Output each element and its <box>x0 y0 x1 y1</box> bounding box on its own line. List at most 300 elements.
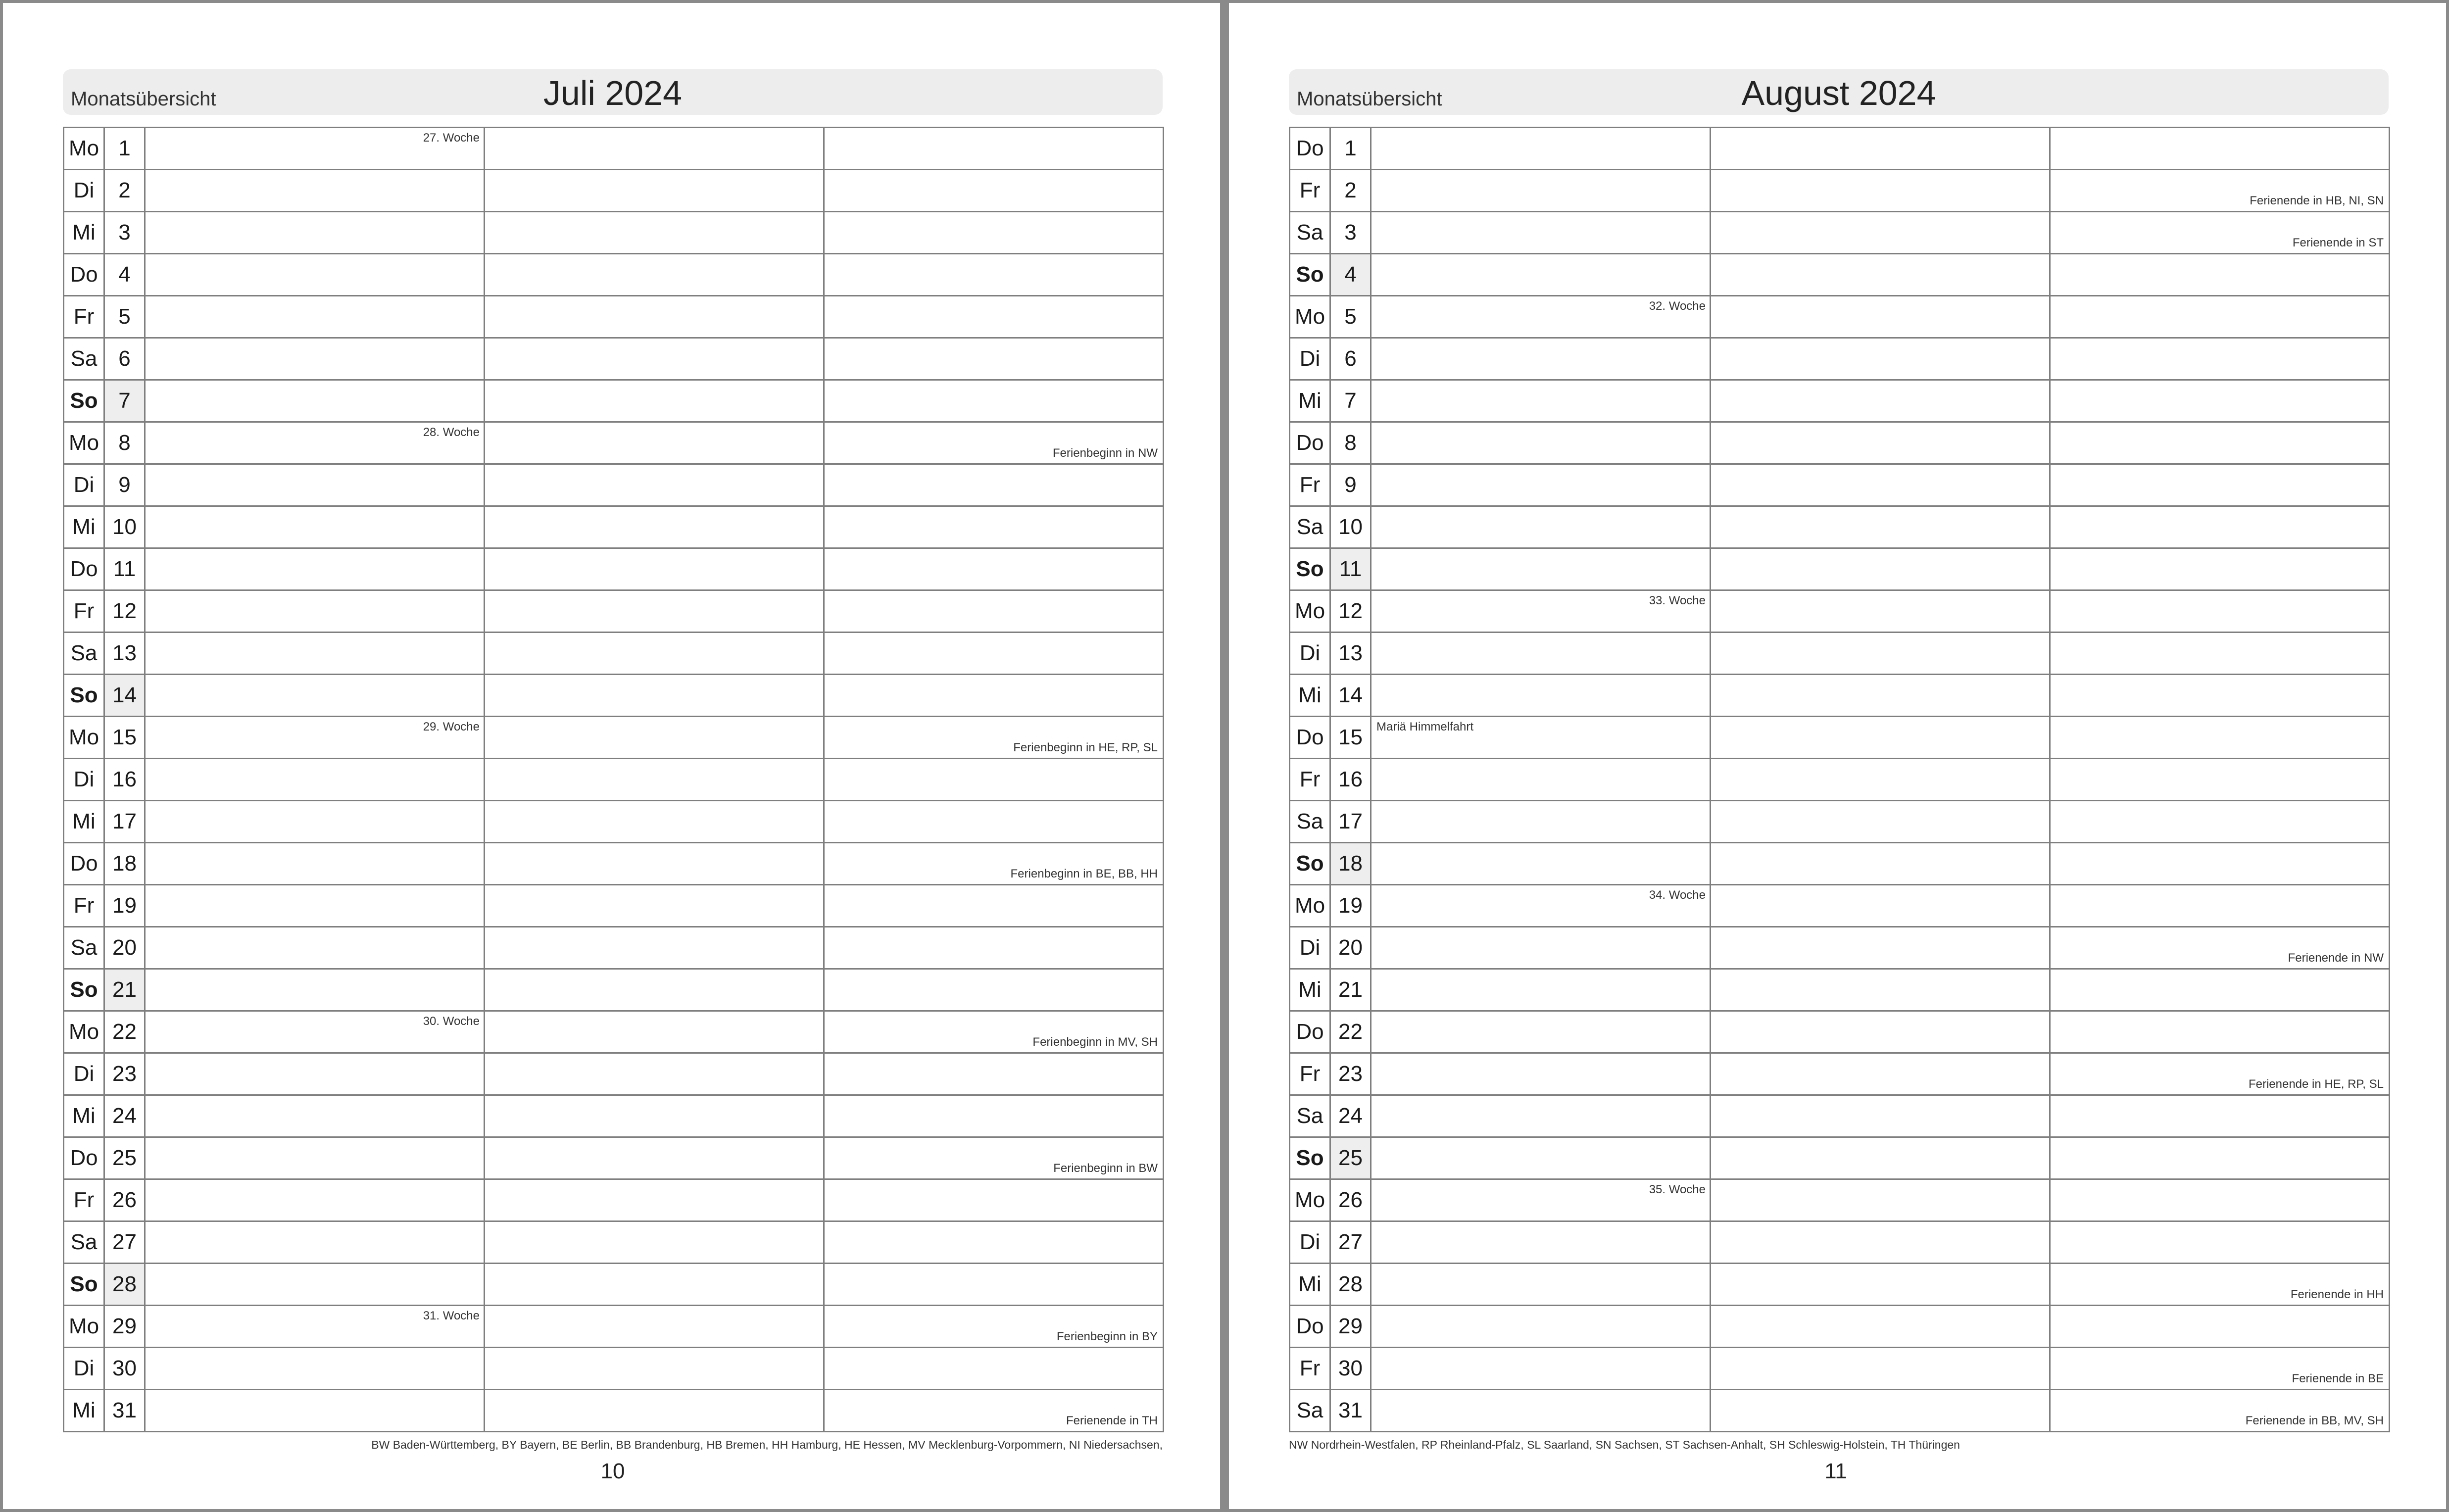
weekday-cell: Mo <box>64 1011 104 1053</box>
page-number: 11 <box>1824 1459 1847 1483</box>
weekday-cell: Di <box>1290 927 1330 969</box>
day-row <box>64 885 1164 927</box>
weekday-cell: Do <box>1290 422 1330 464</box>
day-row <box>64 1264 1164 1306</box>
weekday-cell: Do <box>64 548 104 590</box>
weekday-cell: So <box>64 380 104 422</box>
day-row <box>1290 212 2390 254</box>
note-cell[interactable] <box>2050 338 2390 380</box>
note-cell[interactable] <box>2050 885 2390 927</box>
note-cell[interactable] <box>1711 506 2050 548</box>
note-cell[interactable] <box>824 506 1164 548</box>
day-row <box>1290 885 2390 927</box>
school-holiday-label: Ferienende in HE, RP, SL <box>2248 1077 2384 1091</box>
note-cell[interactable] <box>824 1011 1164 1053</box>
day-number-cell: 12 <box>104 590 145 633</box>
weekday-cell: So <box>1290 843 1330 885</box>
day-number-cell: 8 <box>104 422 145 464</box>
note-cell[interactable] <box>824 801 1164 843</box>
note-cell[interactable] <box>2050 590 2390 633</box>
note-cell[interactable] <box>2050 843 2390 885</box>
note-cell[interactable] <box>145 254 485 296</box>
note-cell[interactable] <box>824 254 1164 296</box>
day-number-cell: 22 <box>1330 1011 1371 1053</box>
note-cell[interactable] <box>2050 1390 2390 1432</box>
note-cell[interactable] <box>485 675 824 717</box>
note-cell[interactable] <box>1711 717 2050 759</box>
weekday-cell: Mo <box>1290 1179 1330 1221</box>
note-cell[interactable] <box>2050 1053 2390 1095</box>
note-cell[interactable] <box>1711 296 2050 338</box>
weekday-cell: So <box>1290 254 1330 296</box>
note-cell[interactable] <box>1371 1348 1711 1390</box>
note-cell[interactable] <box>145 1306 485 1348</box>
weekday-cell: Do <box>1290 1011 1330 1053</box>
note-cell[interactable] <box>485 1053 824 1095</box>
note-cell[interactable] <box>1711 1053 2050 1095</box>
note-cell[interactable] <box>1711 1095 2050 1137</box>
note-cell[interactable] <box>824 1221 1164 1264</box>
weekday-cell: Fr <box>64 296 104 338</box>
weekday-cell: Mo <box>1290 590 1330 633</box>
note-cell[interactable] <box>824 969 1164 1011</box>
note-cell[interactable] <box>1711 1179 2050 1221</box>
note-cell[interactable] <box>2050 633 2390 675</box>
day-row <box>1290 464 2390 506</box>
note-cell[interactable] <box>2050 717 2390 759</box>
day-number-cell: 20 <box>1330 927 1371 969</box>
note-cell[interactable] <box>485 380 824 422</box>
note-cell[interactable] <box>1371 1011 1711 1053</box>
note-cell[interactable] <box>145 590 485 633</box>
day-number-cell: 23 <box>1330 1053 1371 1095</box>
month-header <box>1289 69 2389 115</box>
note-cell[interactable] <box>145 380 485 422</box>
note-cell[interactable] <box>1371 1095 1711 1137</box>
note-cell[interactable] <box>485 633 824 675</box>
note-cell[interactable] <box>145 422 485 464</box>
day-number-cell: 10 <box>1330 506 1371 548</box>
note-cell[interactable] <box>1711 1306 2050 1348</box>
note-cell[interactable] <box>1371 464 1711 506</box>
note-cell[interactable] <box>1371 801 1711 843</box>
note-cell[interactable] <box>824 843 1164 885</box>
day-number-cell: 6 <box>1330 338 1371 380</box>
note-cell[interactable] <box>824 212 1164 254</box>
note-cell[interactable] <box>824 590 1164 633</box>
note-cell[interactable] <box>485 1137 824 1179</box>
note-cell[interactable] <box>1711 633 2050 675</box>
note-cell[interactable] <box>485 1095 824 1137</box>
note-cell[interactable] <box>2050 1179 2390 1221</box>
weekday-cell: Sa <box>64 633 104 675</box>
weekday-cell: Mi <box>64 1390 104 1432</box>
note-cell[interactable] <box>485 1221 824 1264</box>
note-cell[interactable] <box>2050 380 2390 422</box>
note-cell[interactable] <box>2050 1095 2390 1137</box>
note-cell[interactable] <box>1371 1137 1711 1179</box>
note-cell[interactable] <box>824 464 1164 506</box>
school-holiday-label: Ferienbeginn in HE, RP, SL <box>1013 741 1158 754</box>
note-cell[interactable] <box>824 759 1164 801</box>
note-cell[interactable] <box>824 1137 1164 1179</box>
note-cell[interactable] <box>2050 1221 2390 1264</box>
day-row <box>1290 675 2390 717</box>
weekday-cell: Do <box>64 843 104 885</box>
weekday-cell: Mi <box>64 801 104 843</box>
note-cell[interactable] <box>1371 1221 1711 1264</box>
day-number-cell: 3 <box>1330 212 1371 254</box>
weekday-cell: Di <box>1290 338 1330 380</box>
note-cell[interactable] <box>485 1390 824 1432</box>
weekday-cell: Fr <box>64 1179 104 1221</box>
weekday-cell: Sa <box>64 927 104 969</box>
day-number-cell: 24 <box>1330 1095 1371 1137</box>
note-cell[interactable] <box>145 1011 485 1053</box>
note-cell[interactable] <box>1371 590 1711 633</box>
note-cell[interactable] <box>2050 296 2390 338</box>
note-cell[interactable] <box>145 1348 485 1390</box>
day-number-cell: 13 <box>1330 633 1371 675</box>
day-row <box>1290 801 2390 843</box>
note-cell[interactable] <box>824 927 1164 969</box>
weekday-cell: Mi <box>1290 380 1330 422</box>
note-cell[interactable] <box>1371 633 1711 675</box>
note-cell[interactable] <box>1371 1179 1711 1221</box>
note-cell[interactable] <box>1711 380 2050 422</box>
weekday-cell: Di <box>1290 1221 1330 1264</box>
note-cell[interactable] <box>485 759 824 801</box>
note-cell[interactable] <box>1711 338 2050 380</box>
note-cell[interactable] <box>2050 1264 2390 1306</box>
note-cell[interactable] <box>2050 548 2390 590</box>
note-cell[interactable] <box>2050 212 2390 254</box>
note-cell[interactable] <box>1371 254 1711 296</box>
weekday-cell: Sa <box>1290 1390 1330 1432</box>
note-cell[interactable] <box>2050 675 2390 717</box>
note-cell[interactable] <box>2050 254 2390 296</box>
note-cell[interactable] <box>485 927 824 969</box>
note-cell[interactable] <box>1371 717 1711 759</box>
month-title: Juli 2024 <box>543 74 683 112</box>
note-cell[interactable] <box>145 338 485 380</box>
note-cell[interactable] <box>2050 170 2390 212</box>
day-number-cell: 7 <box>1330 380 1371 422</box>
month-grid-body <box>1290 128 2390 1432</box>
day-row <box>1290 1053 2390 1095</box>
day-row <box>1290 590 2390 633</box>
note-cell[interactable] <box>2050 464 2390 506</box>
day-row <box>64 1221 1164 1264</box>
day-row <box>1290 1137 2390 1179</box>
day-row <box>1290 1179 2390 1221</box>
note-cell[interactable] <box>1711 1011 2050 1053</box>
note-cell[interactable] <box>2050 506 2390 548</box>
note-cell[interactable] <box>145 885 485 927</box>
day-row <box>64 801 1164 843</box>
day-number-cell: 10 <box>104 506 145 548</box>
note-cell[interactable] <box>485 717 824 759</box>
day-row <box>64 843 1164 885</box>
day-number-cell: 12 <box>1330 590 1371 633</box>
note-cell[interactable] <box>1371 506 1711 548</box>
note-cell[interactable] <box>2050 969 2390 1011</box>
note-cell[interactable] <box>145 128 485 170</box>
weekday-cell: Do <box>64 1137 104 1179</box>
weekday-cell: Mo <box>1290 885 1330 927</box>
week-number-label: 32. Woche <box>1649 299 1706 313</box>
note-cell[interactable] <box>824 717 1164 759</box>
day-row <box>64 1053 1164 1095</box>
note-cell[interactable] <box>1711 254 2050 296</box>
note-cell[interactable] <box>2050 422 2390 464</box>
note-cell[interactable] <box>1371 885 1711 927</box>
weekday-cell: Sa <box>64 338 104 380</box>
day-row <box>1290 759 2390 801</box>
note-cell[interactable] <box>1711 843 2050 885</box>
note-cell[interactable] <box>485 464 824 506</box>
note-cell[interactable] <box>1711 422 2050 464</box>
day-number-cell: 17 <box>104 801 145 843</box>
note-cell[interactable] <box>1711 927 2050 969</box>
note-cell[interactable] <box>145 675 485 717</box>
day-row <box>1290 1306 2390 1348</box>
note-cell[interactable] <box>485 1348 824 1390</box>
note-cell[interactable] <box>485 128 824 170</box>
note-cell[interactable] <box>824 548 1164 590</box>
note-cell[interactable] <box>2050 128 2390 170</box>
note-cell[interactable] <box>1711 1348 2050 1390</box>
note-cell[interactable] <box>485 969 824 1011</box>
weekday-cell: So <box>1290 548 1330 590</box>
note-cell[interactable] <box>1371 1390 1711 1432</box>
note-cell[interactable] <box>145 969 485 1011</box>
note-cell[interactable] <box>1371 548 1711 590</box>
day-row <box>1290 170 2390 212</box>
day-number-cell: 9 <box>1330 464 1371 506</box>
note-cell[interactable] <box>1371 1053 1711 1095</box>
school-holiday-label: Ferienende in ST <box>2292 236 2384 249</box>
note-cell[interactable] <box>1371 843 1711 885</box>
note-cell[interactable] <box>145 1053 485 1095</box>
note-cell[interactable] <box>1711 675 2050 717</box>
weekday-cell: Sa <box>1290 506 1330 548</box>
note-cell[interactable] <box>485 1179 824 1221</box>
note-cell[interactable] <box>485 590 824 633</box>
note-cell[interactable] <box>145 548 485 590</box>
note-cell[interactable] <box>824 633 1164 675</box>
note-cell[interactable] <box>1711 801 2050 843</box>
note-cell[interactable] <box>1371 422 1711 464</box>
note-cell[interactable] <box>824 422 1164 464</box>
note-cell[interactable] <box>1371 1306 1711 1348</box>
day-row <box>1290 1221 2390 1264</box>
note-cell[interactable] <box>2050 1306 2390 1348</box>
note-cell[interactable] <box>1371 338 1711 380</box>
day-row <box>64 927 1164 969</box>
note-cell[interactable] <box>1711 1221 2050 1264</box>
note-cell[interactable] <box>485 885 824 927</box>
note-cell[interactable] <box>145 1179 485 1221</box>
note-cell[interactable] <box>145 759 485 801</box>
weekday-cell: Mi <box>1290 1264 1330 1306</box>
note-cell[interactable] <box>1711 590 2050 633</box>
day-row <box>64 212 1164 254</box>
note-cell[interactable] <box>1711 128 2050 170</box>
day-row <box>64 338 1164 380</box>
note-cell[interactable] <box>145 296 485 338</box>
note-cell[interactable] <box>1371 675 1711 717</box>
note-cell[interactable] <box>1711 170 2050 212</box>
day-number-cell: 22 <box>104 1011 145 1053</box>
note-cell[interactable] <box>485 506 824 548</box>
note-cell[interactable] <box>824 380 1164 422</box>
weekday-cell: Fr <box>64 590 104 633</box>
weekday-cell: Do <box>1290 1306 1330 1348</box>
day-number-cell: 16 <box>1330 759 1371 801</box>
day-number-cell: 7 <box>104 380 145 422</box>
note-cell[interactable] <box>824 1179 1164 1221</box>
day-number-cell: 18 <box>1330 843 1371 885</box>
note-cell[interactable] <box>1371 969 1711 1011</box>
day-number-cell: 15 <box>104 717 145 759</box>
day-row <box>1290 843 2390 885</box>
note-cell[interactable] <box>824 1348 1164 1390</box>
school-holiday-label: Ferienbeginn in NW <box>1052 446 1158 460</box>
weekday-cell: So <box>64 1264 104 1306</box>
note-cell[interactable] <box>1711 464 2050 506</box>
day-number-cell: 8 <box>1330 422 1371 464</box>
note-cell[interactable] <box>485 170 824 212</box>
weekday-cell: Mo <box>64 128 104 170</box>
note-cell[interactable] <box>824 1390 1164 1432</box>
state-legend: NW Nordrhein-Westfalen, RP Rheinland-Pfalz, SL Saarland, SN Sachsen, ST Sachsen-Anhalt, SH Schleswig-Holstein, TH Thüringen <box>1289 1438 1960 1451</box>
note-cell[interactable] <box>145 212 485 254</box>
note-cell[interactable] <box>1711 212 2050 254</box>
note-cell[interactable] <box>824 170 1164 212</box>
note-cell[interactable] <box>2050 801 2390 843</box>
note-cell[interactable] <box>824 1264 1164 1306</box>
note-cell[interactable] <box>485 843 824 885</box>
note-cell[interactable] <box>2050 1011 2390 1053</box>
day-row <box>64 1348 1164 1390</box>
weekday-cell: Mo <box>64 1306 104 1348</box>
note-cell[interactable] <box>145 633 485 675</box>
day-row <box>64 1011 1164 1053</box>
note-cell[interactable] <box>824 1053 1164 1095</box>
day-row <box>1290 1011 2390 1053</box>
note-cell[interactable] <box>145 717 485 759</box>
note-cell[interactable] <box>824 885 1164 927</box>
day-number-cell: 6 <box>104 338 145 380</box>
note-cell[interactable] <box>824 338 1164 380</box>
note-cell[interactable] <box>1371 128 1711 170</box>
note-cell[interactable] <box>145 506 485 548</box>
weekday-cell: Fr <box>1290 1053 1330 1095</box>
note-cell[interactable] <box>485 338 824 380</box>
day-row <box>64 296 1164 338</box>
note-cell[interactable] <box>1711 1390 2050 1432</box>
note-cell[interactable] <box>824 296 1164 338</box>
note-cell[interactable] <box>1371 212 1711 254</box>
day-row <box>1290 1348 2390 1390</box>
note-cell[interactable] <box>1711 1264 2050 1306</box>
week-number-label: 28. Woche <box>423 426 480 439</box>
day-number-cell: 25 <box>104 1137 145 1179</box>
calendar-page-august <box>1229 3 2446 1509</box>
note-cell[interactable] <box>1711 969 2050 1011</box>
note-cell[interactable] <box>1371 380 1711 422</box>
week-number-label: 31. Woche <box>423 1309 480 1322</box>
weekday-cell: Fr <box>1290 464 1330 506</box>
weekday-cell: Do <box>1290 717 1330 759</box>
weekday-cell: Mi <box>1290 675 1330 717</box>
school-holiday-label: Ferienende in HH <box>2290 1288 2384 1301</box>
day-row <box>1290 380 2390 422</box>
note-cell[interactable] <box>485 1306 824 1348</box>
day-number-cell: 25 <box>1330 1137 1371 1179</box>
note-cell[interactable] <box>824 675 1164 717</box>
page-number: 10 <box>600 1459 625 1483</box>
note-cell[interactable] <box>1711 759 2050 801</box>
note-cell[interactable] <box>145 1221 485 1264</box>
note-cell[interactable] <box>485 422 824 464</box>
day-number-cell: 26 <box>1330 1179 1371 1221</box>
note-cell[interactable] <box>2050 1348 2390 1390</box>
day-number-cell: 30 <box>104 1348 145 1390</box>
note-cell[interactable] <box>1371 1264 1711 1306</box>
note-cell[interactable] <box>824 1095 1164 1137</box>
note-cell[interactable] <box>1711 1137 2050 1179</box>
note-cell[interactable] <box>2050 1137 2390 1179</box>
note-cell[interactable] <box>1371 927 1711 969</box>
note-cell[interactable] <box>1711 548 2050 590</box>
note-cell[interactable] <box>145 1137 485 1179</box>
note-cell[interactable] <box>145 927 485 969</box>
note-cell[interactable] <box>485 254 824 296</box>
note-cell[interactable] <box>485 548 824 590</box>
note-cell[interactable] <box>145 170 485 212</box>
note-cell[interactable] <box>485 296 824 338</box>
note-cell[interactable] <box>145 1390 485 1432</box>
note-cell[interactable] <box>2050 759 2390 801</box>
note-cell[interactable] <box>2050 927 2390 969</box>
day-row <box>1290 1095 2390 1137</box>
note-cell[interactable] <box>824 1306 1164 1348</box>
note-cell[interactable] <box>145 1264 485 1306</box>
note-cell[interactable] <box>145 464 485 506</box>
month-header <box>63 69 1163 115</box>
note-cell[interactable] <box>145 1095 485 1137</box>
note-cell[interactable] <box>485 801 824 843</box>
weekday-cell: Di <box>64 170 104 212</box>
note-cell[interactable] <box>485 212 824 254</box>
note-cell[interactable] <box>824 128 1164 170</box>
day-number-cell: 4 <box>1330 254 1371 296</box>
note-cell[interactable] <box>1371 170 1711 212</box>
weekday-cell: So <box>1290 1137 1330 1179</box>
note-cell[interactable] <box>485 1264 824 1306</box>
note-cell[interactable] <box>1711 885 2050 927</box>
note-cell[interactable] <box>485 1011 824 1053</box>
note-cell[interactable] <box>1371 759 1711 801</box>
note-cell[interactable] <box>145 843 485 885</box>
day-number-cell: 27 <box>1330 1221 1371 1264</box>
note-cell[interactable] <box>1371 296 1711 338</box>
day-row <box>1290 128 2390 170</box>
day-row <box>1290 254 2390 296</box>
note-cell[interactable] <box>145 801 485 843</box>
